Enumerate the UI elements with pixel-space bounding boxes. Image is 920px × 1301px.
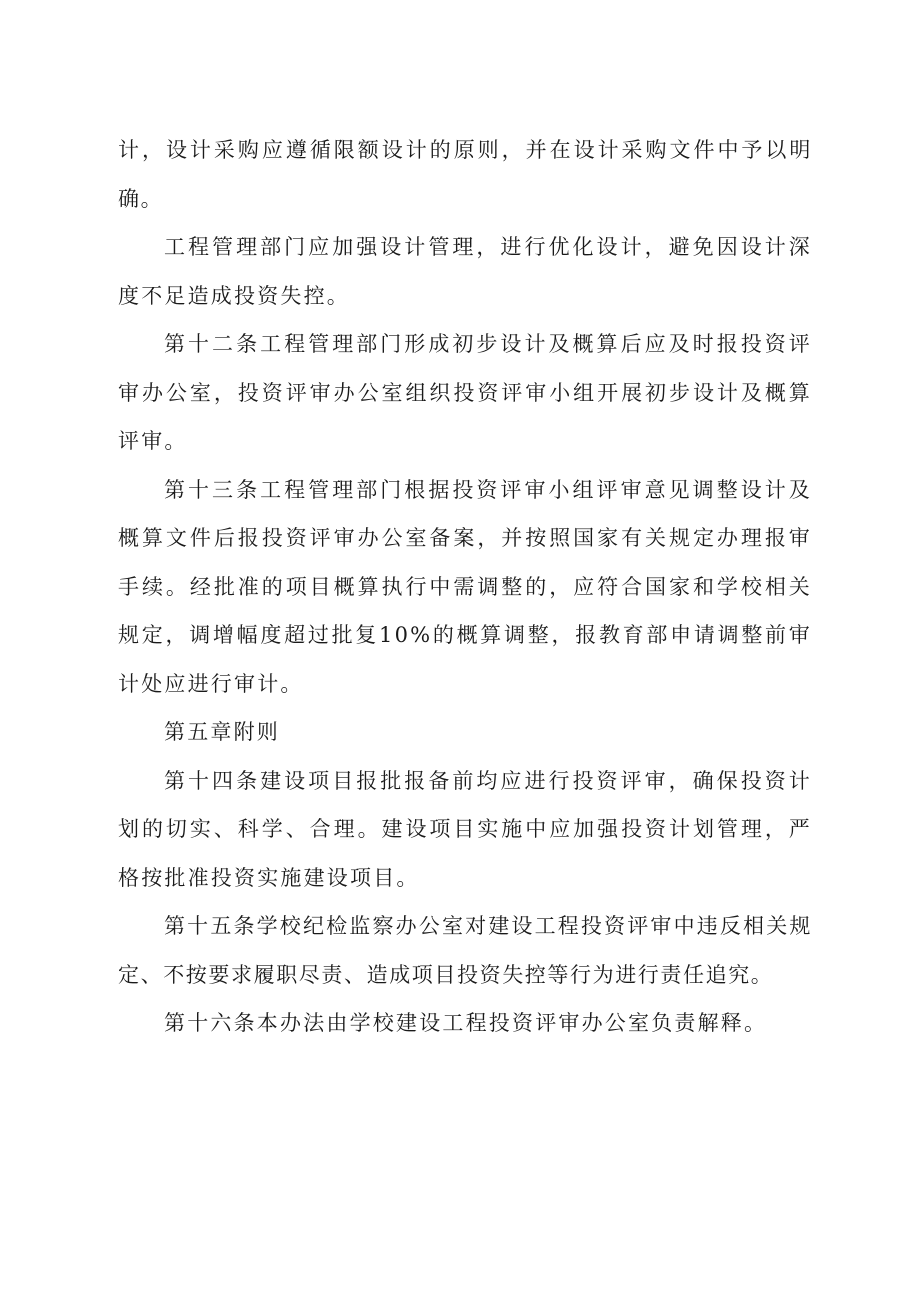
paragraph-article-13: 第十三条工程管理部门根据投资评审小组评审意见调整设计及概算文件后报投资评审办公室备案，并按照国家有关规定办理报审手续。经批准的项目概算执行中需调整的，应符合国家和学校相关规定，调增幅度超过批复10%的概算调整，报教育部申请调整前审计处应进行审计。 [118,477,812,696]
paragraph-design-management: 工程管理部门应加强设计管理，进行优化设计，避免因设计深度不足造成投资失控。 [118,235,812,308]
chapter-heading-appendix: 第五章附则 [164,720,280,744]
paragraph-continuation: 计，设计采购应遵循限额设计的原则，并在设计采购文件中予以明确。 [118,138,812,211]
paragraph-article-12: 第十二条工程管理部门形成初步设计及概算后应及时报投资评审办公室，投资评审办公室组织投资评审小组开展初步设计及概算评审。 [118,332,812,453]
document-body [118,126,812,1048]
paragraph-article-14: 第十四条建设项目报批报备前均应进行投资评审，确保投资计划的切实、科学、合理。建设项目实施中应加强投资计划管理，严格按批准投资实施建设项目。 [118,768,812,890]
paragraph-article-15: 第十五条学校纪检监察办公室对建设工程投资评审中违反相关规定、不按要求履职尽责、造成项目投资失控等行为进行责任追究。 [118,914,812,987]
paragraph-article-16: 第十六条本办法由学校建设工程投资评审办公室负责解释。 [164,1011,768,1035]
